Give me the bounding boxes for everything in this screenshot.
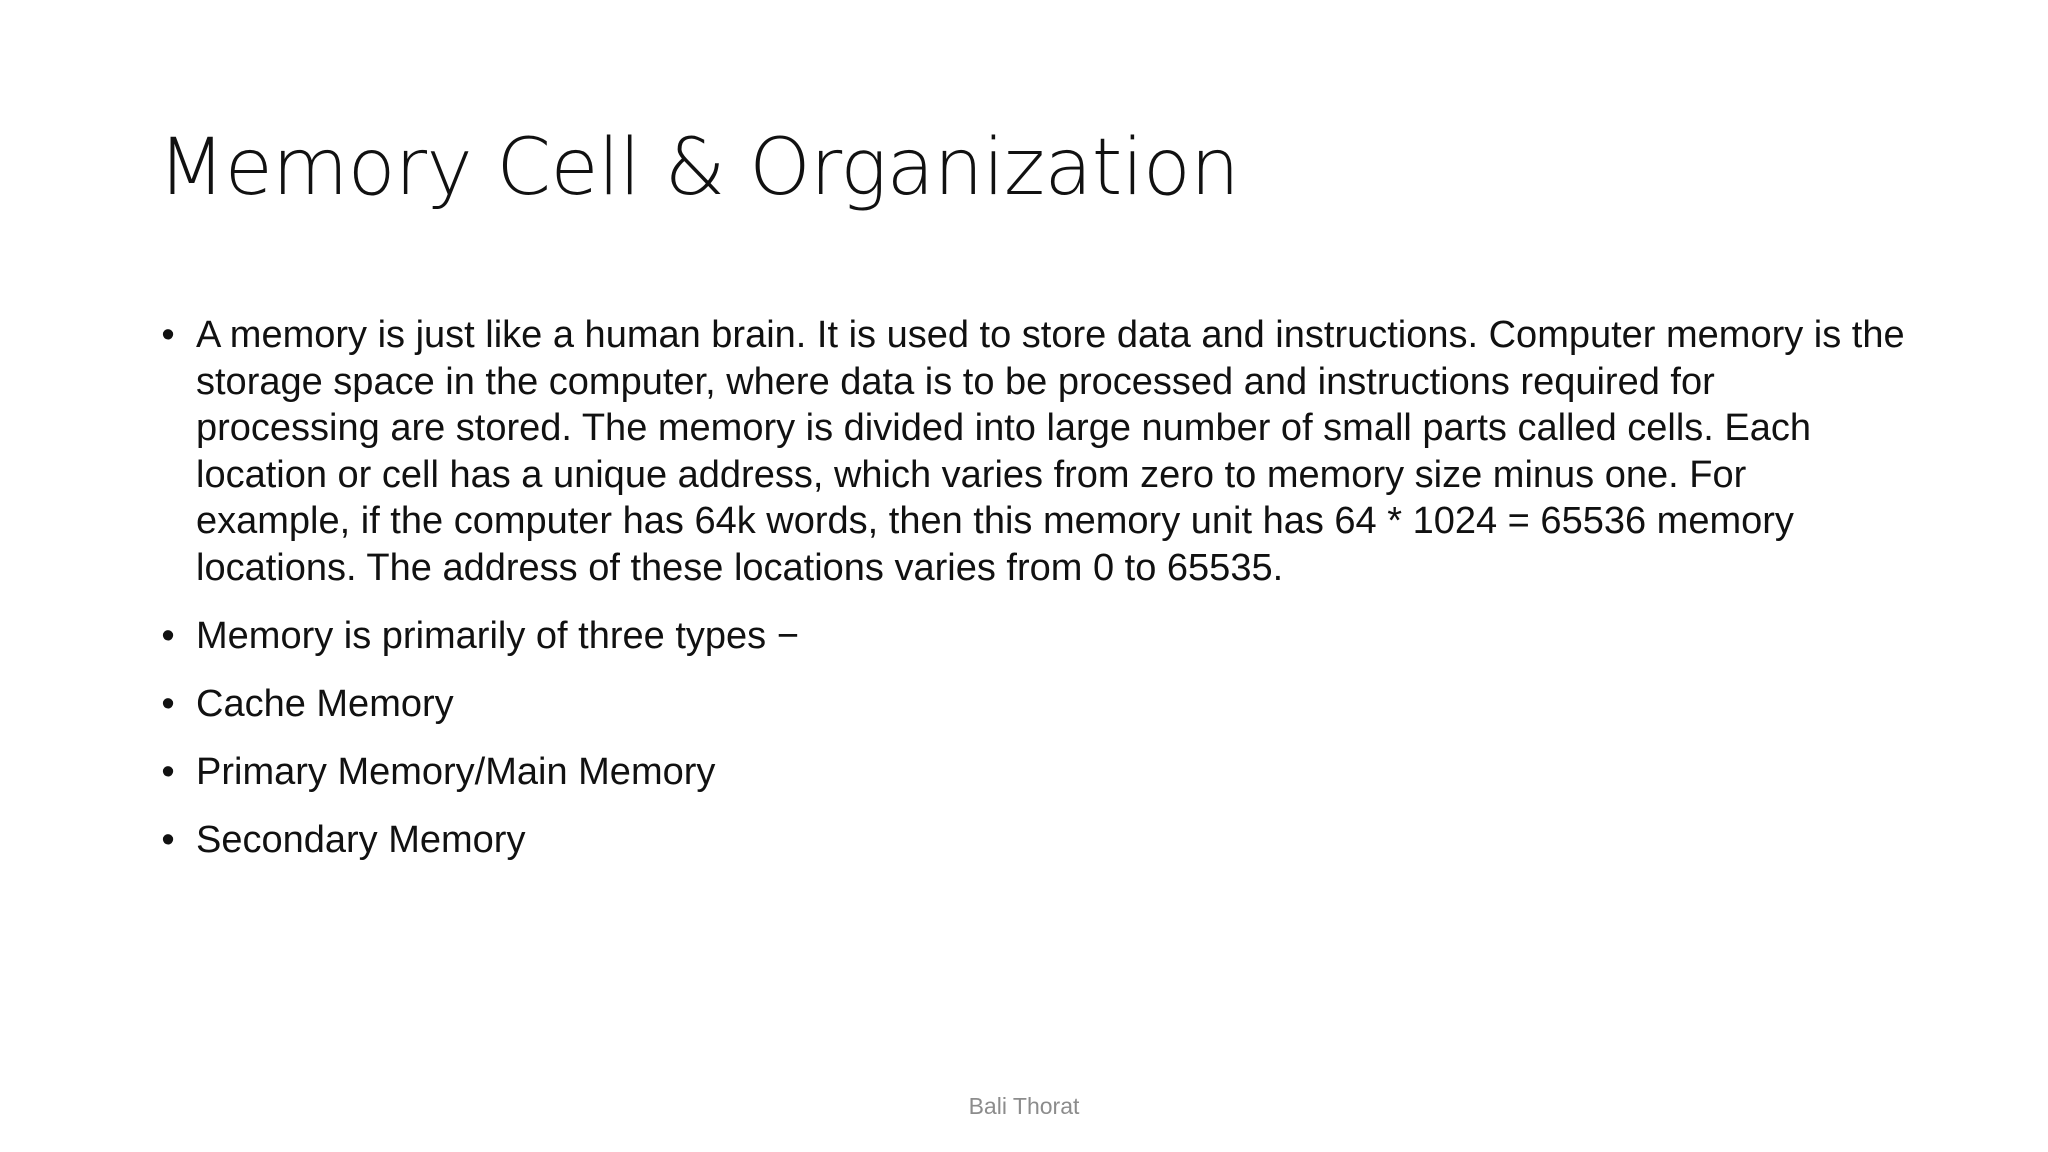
bullet-text: Primary Memory/Main Memory — [196, 750, 716, 793]
slide-footer: Bali Thorat — [968, 1093, 1080, 1119]
bullet-list — [158, 312, 1908, 863]
bullet-text: A memory is just like a human brain. It is used to store data and instructions. Computer memory is the storage space in the computer, where data is to be processed and instructions required for processing are stored. The memory is divided into large number of small parts called cells. Each location or cell has a unique address, which varies from zero to memory size minus one. For example, if the computer has 64k words, then this memory unit has 64 * 1024 = 65536 memory locations. The address of these locations varies from 0 to 65535. — [196, 314, 1905, 589]
slide-title: Memory Cell & Organization — [158, 123, 1240, 213]
bullet-item-memory-types — [158, 613, 1908, 660]
bullet-item-secondary-memory — [158, 817, 1908, 864]
bullet-text: Memory is primarily of three types − — [196, 614, 799, 657]
bullet-item-memory-definition — [158, 312, 1908, 591]
bullet-text: Secondary Memory — [196, 818, 526, 861]
bullet-marker: • — [161, 818, 175, 861]
bullet-marker: • — [161, 614, 175, 657]
bullet-item-cache-memory — [158, 681, 1908, 728]
bullet-marker: • — [161, 682, 175, 725]
bullet-item-primary-memory — [158, 749, 1908, 796]
bullet-marker: • — [161, 314, 175, 356]
bullet-text: Cache Memory — [196, 682, 454, 725]
bullet-marker: • — [161, 750, 175, 793]
